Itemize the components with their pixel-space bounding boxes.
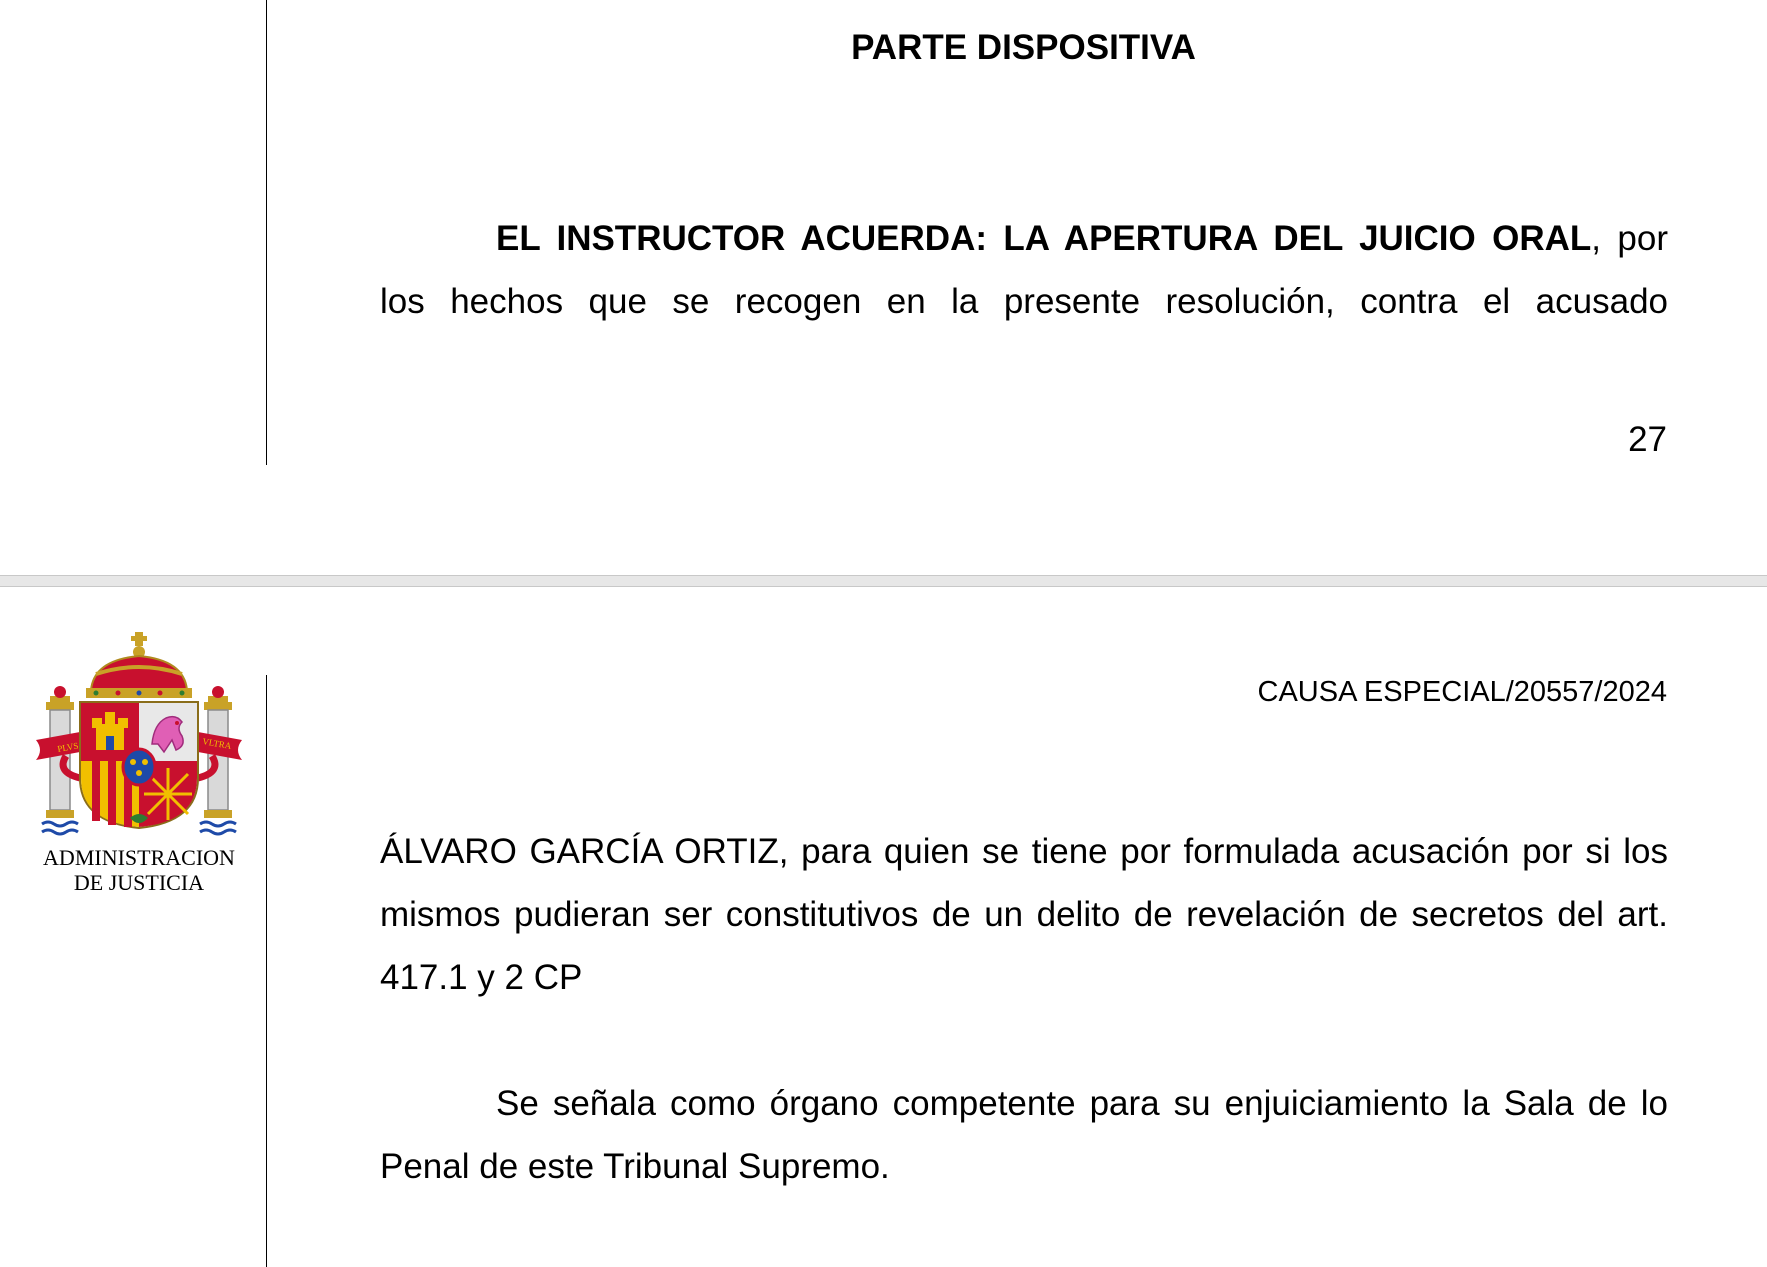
ribbon-left-label: PLVS: [56, 740, 80, 754]
competent-court-paragraph: [380, 1072, 1668, 1198]
resolution-paragraph: [380, 207, 1668, 333]
emblem-caption-line2: DE JUSTICIA: [73, 870, 205, 895]
emblem-caption: [20, 845, 258, 895]
margin-rule: [266, 0, 267, 465]
page-number: 27: [1628, 420, 1667, 459]
ribbon-right-label: VLTRA: [201, 736, 233, 752]
resolution-lead: EL INSTRUCTOR ACUERDA: LA APERTURA DEL JUICIO ORAL: [496, 219, 1592, 258]
section-heading: PARTE DISPOSITIVA: [851, 28, 1196, 67]
document-page-27: [0, 0, 1767, 575]
competent-court-text: Se señala como órgano competente para su enjuiciamiento la Sala de lo Penal de este Tribunal Supremo.: [380, 1084, 1668, 1186]
document-page-28: [0, 587, 1767, 1267]
spanish-coat-of-arms-icon: [36, 632, 242, 840]
accused-paragraph: ÁLVARO GARCÍA ORTIZ, para quien se tiene por formulada acusación por si los mismos pudieran ser constitutivos de un delito de revelación de secretos del art. 417.1 y 2 CP: [380, 832, 1668, 997]
case-number: CAUSA ESPECIAL/20557/2024: [1257, 676, 1667, 708]
page-separator: [0, 575, 1767, 587]
margin-rule: [266, 675, 267, 1267]
resolution-text: , por los hechos que se recogen en la presente resolución, contra el acusado: [380, 219, 1668, 321]
emblem-caption-line1: ADMINISTRACION: [43, 845, 235, 870]
